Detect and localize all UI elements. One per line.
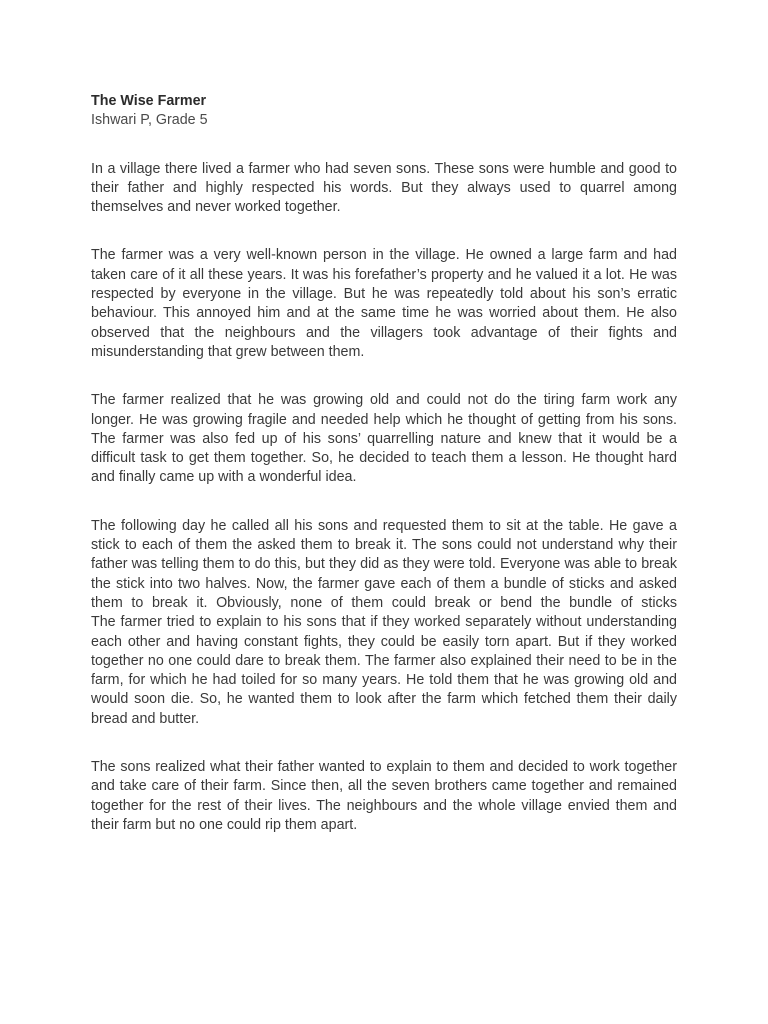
paragraph-5: The farmer tried to explain to his sons that if they worked separately without understanding each other and having constant fights, they could be easily torn apart. But if they worked together no one could dare to break them. The farmer also explained their need to be in the farm, for which he had toiled for so many years. He told them that he was growing old and would soon die. So, he wanted them to look after the farm which fetched them their daily bread and butter. (91, 614, 677, 727)
document-body (91, 92, 677, 835)
paragraph-3: The farmer realized that he was growing old and could not do the tiring farm work any longer. He was growing fragile and needed help which he thought of getting from his sons. The farmer was also fed up of his sons’ quarrelling nature and knew that it would be a difficult task to get them together. So, he decided to teach them a lesson. He thought hard and finally came up with a wonderful idea. (91, 392, 677, 486)
paragraph-1: In a village there lived a farmer who had seven sons. These sons were humble and good to their father and highly respected his words. But they always used to quarrel among themselves and never worked together. (91, 160, 677, 216)
paragraph-4: The following day he called all his sons and requested them to sit at the table. He gave a stick to each of them the asked them to break it. The sons could not understand why their father was telling them to do this, but they did as they were told. Everyone was able to break the stick into two halves. Now, the farmer gave each of them a bundle of sticks and asked them to break it. Obviously, none of them could break or bend the bundle of sticks (91, 517, 677, 611)
paragraph-6: The sons realized what their father wanted to explain to them and decided to work together and take care of their farm. Since then, all the seven brothers came together and remained together for the rest of their lives. The neighbours and the whole village envied them and their farm but no one could rip them apart. (91, 759, 677, 833)
document-byline: Ishwari P, Grade 5 (91, 112, 208, 129)
paragraph-2: The farmer was a very well-known person in the village. He owned a large farm and had taken care of it all these years. It was his forefather’s property and he valued it a lot. He was respected by everyone in the village. But he was repeatedly told about his son’s erratic behaviour. This annoyed him and at the same time he was worried about them. He also observed that the neighbours and the villagers took advantage of their fights and misunderstanding that grew between them. (91, 247, 677, 360)
document-title: The Wise Farmer (91, 93, 207, 109)
